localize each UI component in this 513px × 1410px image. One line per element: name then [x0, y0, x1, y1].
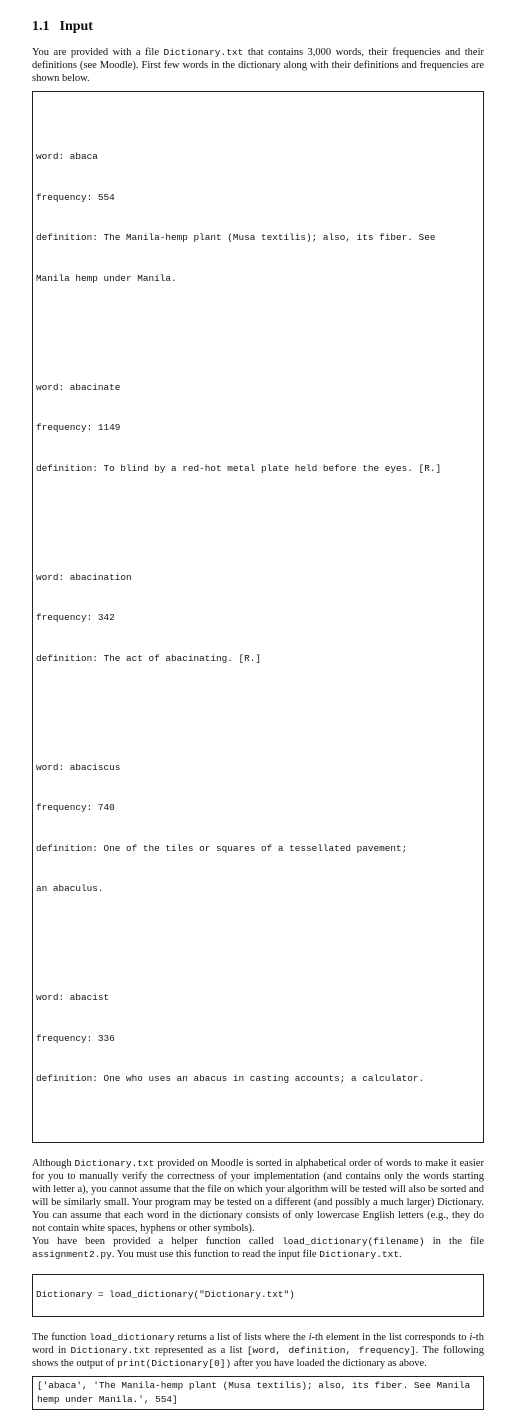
output-line: hemp under Manila.', 554]: [37, 1393, 178, 1405]
index-i: i: [308, 1331, 312, 1343]
print-output-box: [32, 1376, 484, 1410]
entry-definition: definition: To blind by a red-hot metal plate held before the eyes. [R.]: [36, 462, 442, 474]
entry-word: word: abacist: [36, 992, 110, 1003]
para4-text-3: -th element in the list corresponds to: [311, 1331, 470, 1343]
section-number: 1.1: [32, 19, 50, 34]
helper-paragraph: [32, 1235, 484, 1261]
para4-filename: Dictionary.txt: [70, 1344, 151, 1356]
entry-word: word: abaciscus: [36, 761, 121, 773]
list-structure: [word, definition, frequency]: [246, 1344, 416, 1356]
section-title: Input: [59, 19, 93, 34]
para4-text-7: after you have loaded the dictionary as above.: [231, 1357, 427, 1369]
entry-frequency: frequency: 342: [36, 612, 115, 623]
intro-paragraph: [32, 46, 484, 85]
para3-text-3: . You must use this function to read the input file: [111, 1248, 320, 1260]
intro-filename: Dictionary.txt: [163, 47, 244, 58]
entry-definition: definition: One who uses an abacus in casting accounts; a calculator.: [36, 1073, 425, 1084]
index-i: i: [469, 1331, 473, 1343]
sorting-paragraph: [32, 1157, 484, 1235]
load-call-code: Dictionary = load_dictionary("Dictionary.txt"): [36, 1288, 295, 1300]
print-call: print(Dictionary[0]): [117, 1357, 232, 1369]
entry-word: word: abacination: [36, 571, 132, 583]
para4-text-1: The function: [32, 1331, 90, 1343]
para4-text-5: represented as a list: [150, 1344, 247, 1356]
para2-filename: Dictionary.txt: [74, 1157, 155, 1169]
para2-text-2: provided on Moodle is sorted in alphabetical order of words to make it easier for you to manually verify the correctness of your implementation (and contains only the words starting with letter a), you cannot assume that the file on which your algorithm will be tested will also be sorted and will be similarly small. Your program may be tested on a different (and possibly a much larger) Dictionary. You can assume that each word in the dictionary consists of only lowercase English letters (e.g., they do not contain white spaces, hyphens or other symbols).: [32, 1157, 484, 1234]
para4-text-4: -th word in: [32, 1331, 484, 1356]
entry-definition: definition: The act of abacinating. [R.]: [36, 652, 262, 664]
entry-definition: definition: The Manila-hemp plant (Musa textilis); also, its fiber. See: [36, 232, 436, 243]
para4-text-6: . The following shows the output of: [32, 1344, 485, 1369]
dictionary-entry: [36, 544, 480, 693]
entry-word: word: abacinate: [36, 381, 121, 393]
section-heading: [32, 18, 484, 36]
para4-text-2: returns a list of lists where the: [174, 1331, 309, 1343]
entry-frequency: frequency: 740: [36, 802, 115, 813]
entry-definition-cont: Manila hemp under Manila.: [36, 272, 177, 284]
entry-frequency: frequency: 336: [36, 1032, 115, 1044]
helper-filename: assignment2.py: [32, 1248, 112, 1260]
document-page: [32, 18, 484, 1410]
output-line: ['abaca', 'The Manila-hemp plant (Musa textilis); also, its fiber. See Manila: [37, 1379, 471, 1391]
entry-frequency: frequency: 554: [36, 191, 115, 203]
dictionary-entry: [36, 734, 480, 923]
entry-word: word: abaca: [36, 151, 98, 162]
function-name: load_dictionary: [89, 1331, 175, 1343]
para3-text-1: You have been provided a helper function called: [32, 1235, 283, 1247]
entry-definition: definition: One of the tiles or squares of a tessellated pavement;: [36, 842, 408, 854]
entry-definition-cont: an abaculus.: [36, 883, 104, 894]
para3-text-4: .: [399, 1248, 402, 1260]
dictionary-entry: [36, 354, 480, 503]
input-filename: Dictionary.txt: [319, 1248, 400, 1260]
dictionary-entry: [36, 123, 480, 312]
entry-frequency: frequency: 1149: [36, 422, 121, 433]
helper-function-name: load_dictionary(filename): [282, 1235, 425, 1247]
intro-text-1: You are provided with a file: [32, 47, 164, 58]
load-call-code-box: [32, 1274, 484, 1317]
dictionary-entry: [36, 964, 480, 1113]
intro-text-2: that contains 3,000 words, their frequencies and their definitions (see Moodle). First few words in the dictionary along with their definitions and frequencies are shown below.: [32, 47, 485, 84]
return-paragraph: [32, 1331, 484, 1370]
dictionary-sample-box: [32, 91, 484, 1143]
para3-text-2: in the file: [424, 1235, 484, 1247]
para2-text-1: Although: [32, 1157, 75, 1169]
